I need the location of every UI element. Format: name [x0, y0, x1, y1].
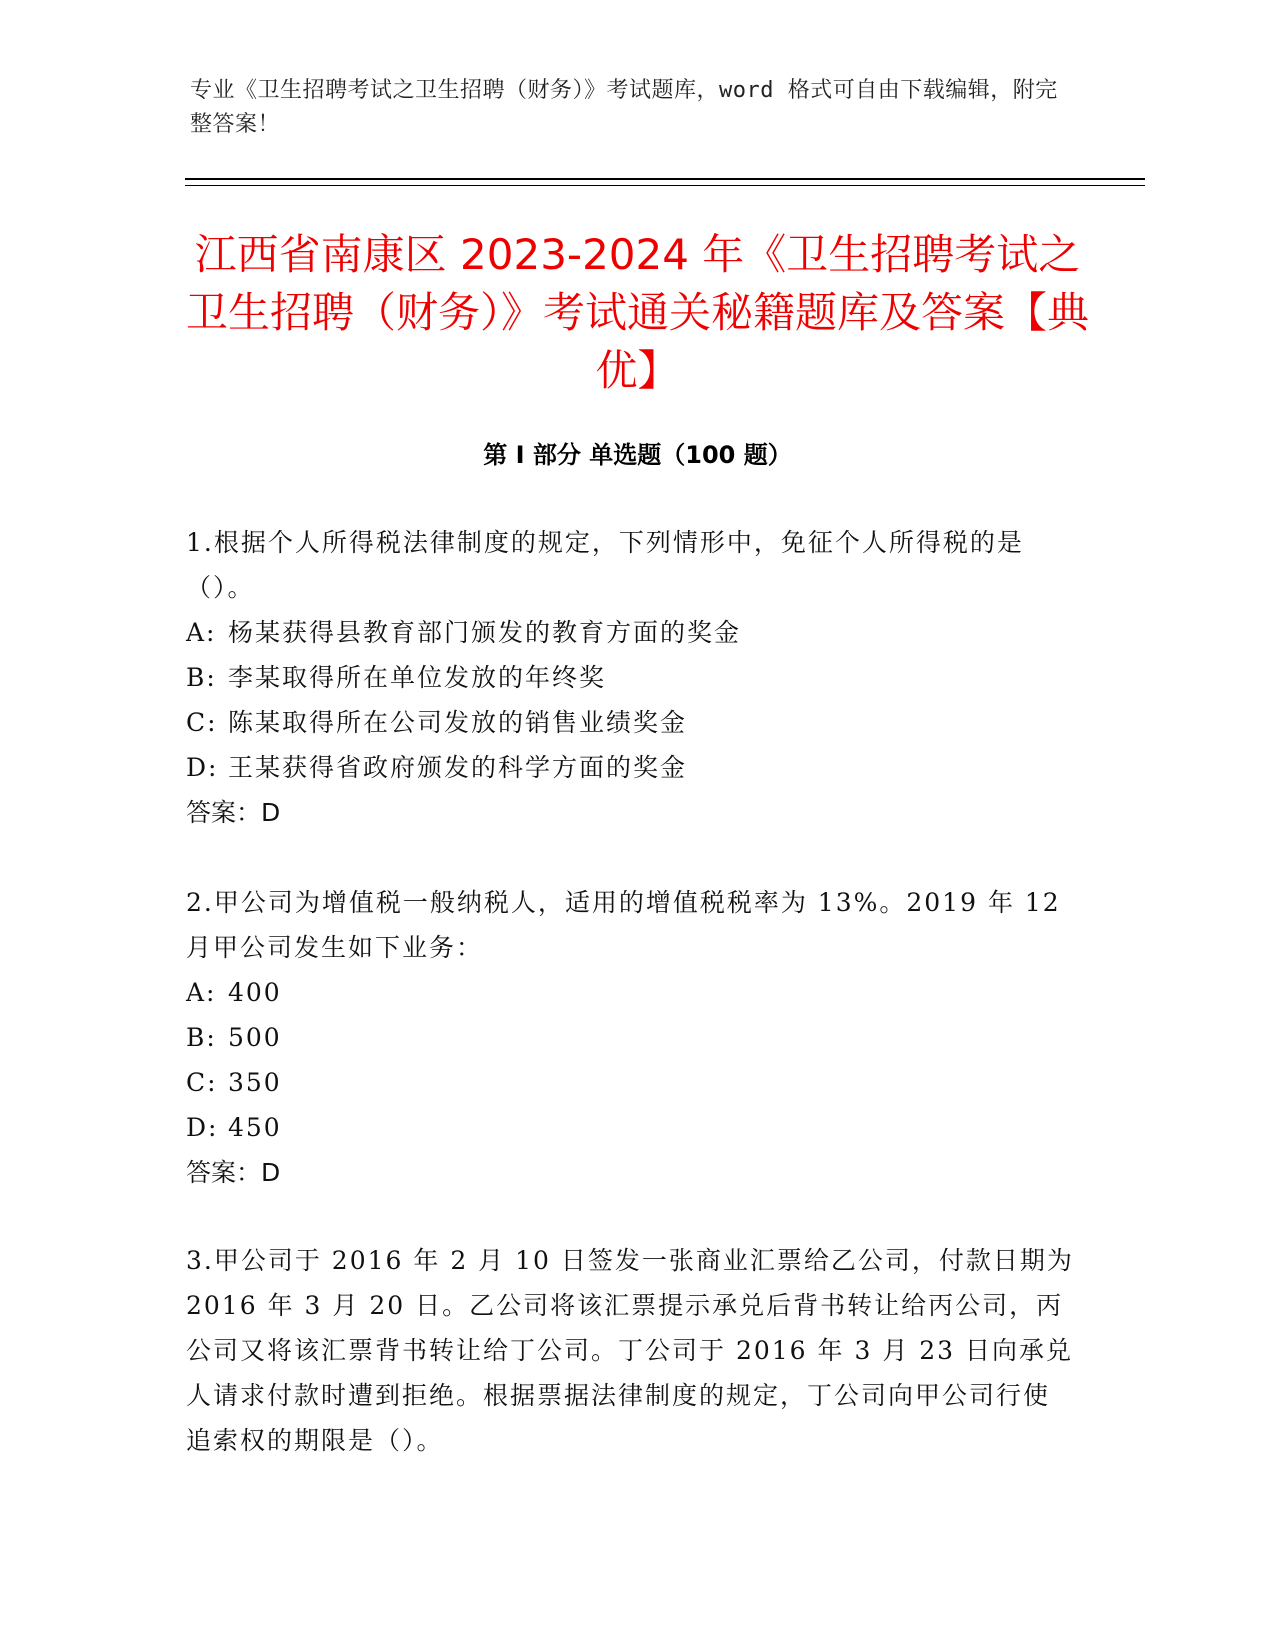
option-text: 400 [228, 978, 282, 1007]
option-c [186, 700, 1076, 745]
answer-line: 答案：D [186, 798, 281, 827]
option-letter: D: [186, 1113, 219, 1142]
question-stem: 2.甲公司为增值税一般纳税人，适用的增值税税率为 13%。2019 年 12 月甲公司发生如下业务： [186, 888, 1061, 962]
question-3 [186, 1238, 1076, 1463]
option-letter: D: [186, 753, 219, 782]
option-c [186, 1060, 1076, 1105]
option-text: 500 [228, 1023, 282, 1052]
section-heading: 第 I 部分 单选题（100 题） [483, 441, 792, 469]
answer-line: 答案：D [186, 1158, 281, 1187]
option-text: 杨某获得县教育部门颁发的教育方面的奖金 [228, 618, 742, 647]
option-d [186, 1105, 1076, 1150]
question-2 [186, 880, 1076, 1195]
option-letter: A: [186, 978, 217, 1007]
header-divider-thick [185, 178, 1145, 180]
option-letter: C: [186, 1068, 218, 1097]
option-text: 350 [228, 1068, 282, 1097]
option-b [186, 1015, 1076, 1060]
option-a [186, 610, 1076, 655]
question-1 [186, 520, 1076, 835]
question-stem: 1.根据个人所得税法律制度的规定，下列情形中，免征个人所得税的是（）。 [186, 528, 1024, 602]
option-letter: B: [186, 1023, 217, 1052]
question-stem: 3.甲公司于 2016 年 2 月 10 日签发一张商业汇票给乙公司，付款日期为 2016 年 3 月 20 日。乙公司将该汇票提示承兑后背书转让给丙公司，丙公司又将该汇票背书转让给丁公司。丁公司于 2016 年 3 月 23 日向承兑人请求付款时遭到拒绝。根据票据法律制度的规定，丁公司向甲公司行使追索权的期限是（）。 [186, 1246, 1074, 1455]
document-title: 江西省南康区 2023-2024 年《卫生招聘考试之卫生招聘（财务）》考试通关秘籍题库及答案【典优】 [185, 230, 1089, 395]
option-letter: B: [186, 663, 217, 692]
option-a [186, 970, 1076, 1015]
option-d [186, 745, 1076, 790]
option-text: 王某获得省政府颁发的科学方面的奖金 [228, 753, 688, 782]
header-divider-thin [185, 185, 1145, 186]
option-letter: A: [186, 618, 217, 647]
option-letter: C: [186, 708, 218, 737]
option-text: 陈某取得所在公司发放的销售业绩奖金 [228, 708, 688, 737]
option-text: 李某取得所在单位发放的年终奖 [228, 663, 607, 692]
header-note: 专业《卫生招聘考试之卫生招聘（财务）》考试题库，word 格式可自由下载编辑，附完整答案！ [190, 78, 1058, 137]
option-b [186, 655, 1076, 700]
option-text: 450 [228, 1113, 282, 1142]
